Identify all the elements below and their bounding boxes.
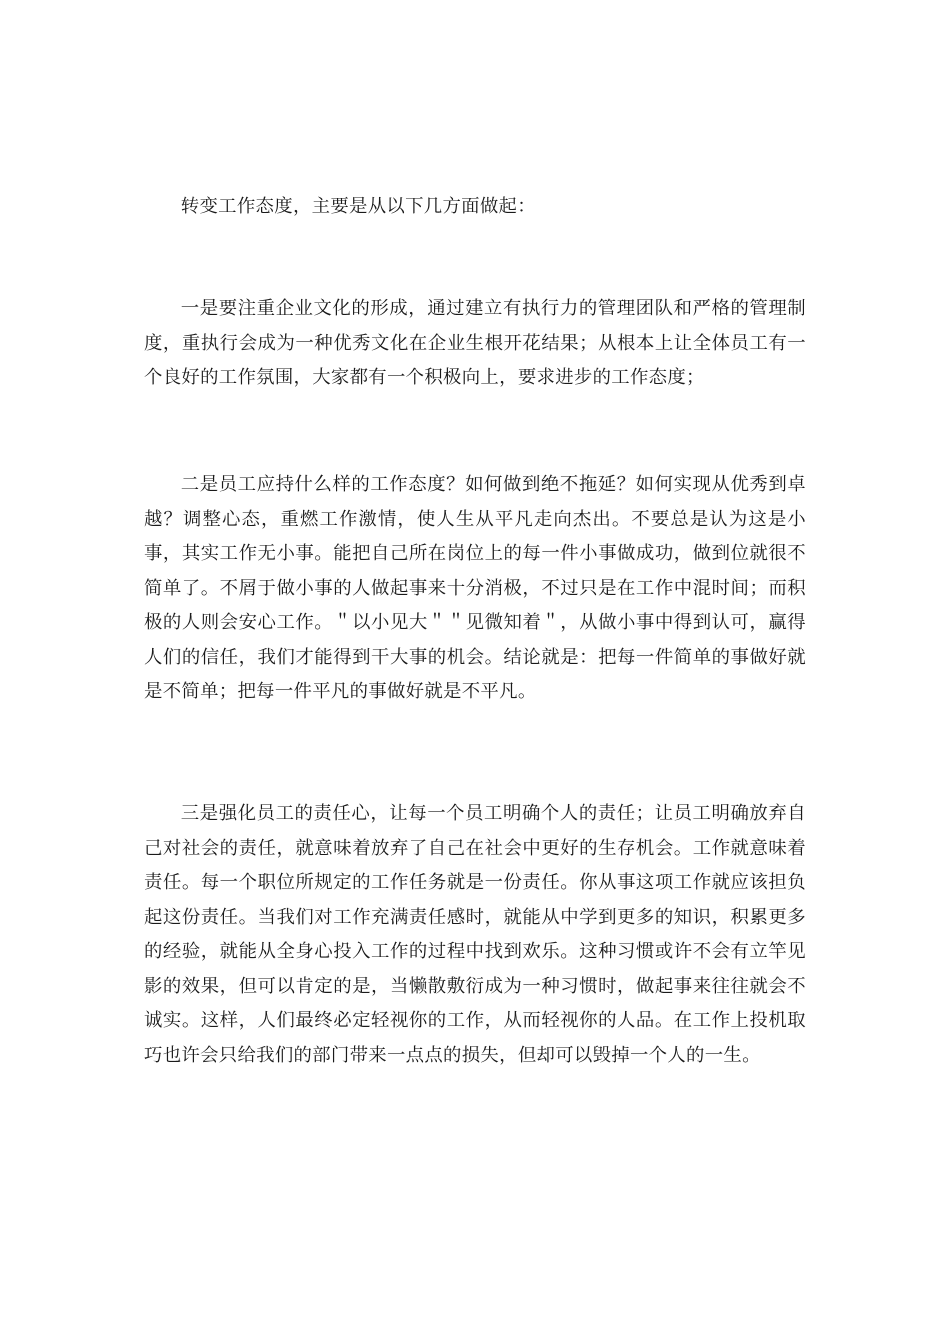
point-three-paragraph: 三是强化员工的责任心，让每一个员工明确个人的责任；让员工明确放弃自己对社会的责任，就意味着放弃了自己在社会中更好的生存机会。工作就意味着责任。每一个职位所规定的工作任务就是一份责任。你从事这项工作就应该担负起这份责任。当我们对工作充满责任感时，就能从中学到更多的知识，积累更多的经验，就能从全身心投入工作的过程中找到欢乐。这种习惯或许不会有立竿见影的效果，但可以肯定的是，当懒散敷衍成为一种习惯时，做起事来往往就会不诚实。这样，人们最终必定轻视你的工作，从而轻视你的人品。在工作上投机取巧也许会只给我们的部门带来一点点的损失，但却可以毁掉一个人的一生。 — [144, 803, 806, 1066]
point-two-paragraph: 二是员工应持什么样的工作态度？如何做到绝不拖延？如何实现从优秀到卓越？调整心态，重燃工作激情，使人生从平凡走向杰出。不要总是认为这是小事，其实工作无小事。能把自己所在岗位上的每一件小事做成功，做到位就很不简单了。不屑于做小事的人做起事来十分消极，不过只是在工作中混时间；而积极的人则会安心工作。＂以小见大＂＂见微知着＂，从做小事中得到认可，赢得人们的信任，我们才能得到干大事的机会。结论就是：把每一件简单的事做好就是不简单；把每一件平凡的事做好就是不平凡。 — [144, 474, 806, 702]
intro-paragraph: 转变工作态度，主要是从以下几方面做起： — [180, 196, 536, 217]
point-one-paragraph: 一是要注重企业文化的形成，通过建立有执行力的管理团队和严格的管理制度，重执行会成为一种优秀文化在企业生根开花结果；从根本上让全体员工有一个良好的工作氛围，大家都有一个积极向上，要求进步的工作态度； — [144, 298, 806, 388]
